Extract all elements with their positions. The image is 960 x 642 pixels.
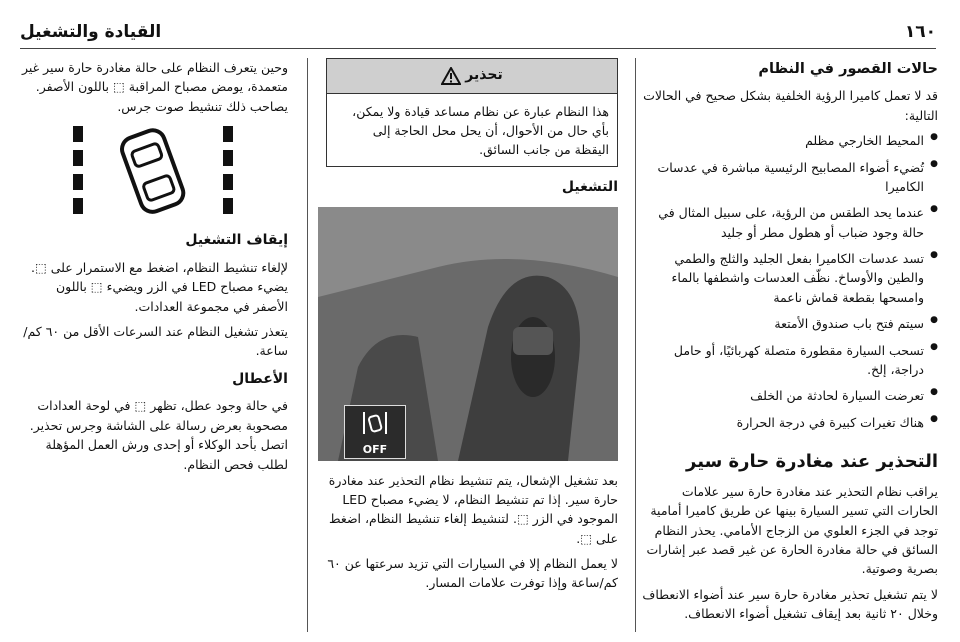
list-item: ● تسد عدسات الكاميرا بفعل الجليد والثلج والطمي والطين والأوساخ. نظّف العدسات واشطفها بالماء وامسحها بقطعة قماش ناعمة <box>642 249 938 307</box>
off-label: OFF <box>362 442 388 456</box>
page-title: القيادة والتشغيل <box>20 22 162 42</box>
list-item: ● تُضيء أضواء المصابيح الرئيسية مباشرة في عدسات الكاميرا <box>642 158 938 197</box>
lane-off-button-inset <box>344 405 406 459</box>
limits-intro: قد لا تعمل كاميرا الرؤية الخلفية بشكل صحيح في الحالات التالية: <box>643 88 938 123</box>
lane-departure-para2: لا يتم تشغيل تحذير مغادرة حارة سير عند أضواء الانعطاف وخلال ٢٠ ثانية بعد إيقاف تشغيل أضواء الانعطاف. <box>642 586 938 622</box>
list-item: ● تسحب السيارة مقطورة متصلة كهربائيًا، أو حامل دراجة، إلخ. <box>642 341 938 380</box>
list-item: ● سيتم فتح باب صندوق الأمتعة <box>642 314 938 333</box>
speed-limit-para: يتعذر تشغيل النظام عند السرعات الأقل من ٦٠ كم/ساعة. <box>23 323 288 359</box>
column-left <box>18 58 300 632</box>
switch-off-para: لإلغاء تنشيط النظام، اضغط مع الاستمرار على ⬚. يضيء مصباح LED في الزر ويضيء ⬚ باللون الأصفر في مجموعة العدادات. <box>30 259 288 314</box>
list-item: ● المحيط الخارجي مظلم <box>642 131 938 150</box>
warning-label: تحذير <box>465 67 503 83</box>
list-item: ● تعرضت السيارة لحادثة من الخلف <box>642 386 938 405</box>
column-divider <box>307 58 308 632</box>
warning-body: هذا النظام عبارة عن نظام مساعد قيادة ولا يمكن، بأي حال من الأحوال، أن يحل محل الحاجة إلى اليقظة من جانب السائق. <box>352 103 609 158</box>
lane-departure-warning-icon <box>53 122 253 218</box>
section-heading-lane-departure: التحذير عند مغادرة حارة سير <box>686 451 938 473</box>
operation-para1: بعد تشغيل الإشعال، يتم تنشيط نظام التحذير عند مغادرة حارة سير. إذا تم تنشيط النظام، لا يضيء مصباح LED الموجود في الزر ⬚. لتنشيط إلغاء تنشيط النظام، اضغط على ⬚. <box>328 472 618 546</box>
section-heading-switch-off: إيقاف التشغيل <box>185 232 288 249</box>
warning-triangle-icon <box>441 67 461 85</box>
section-heading-limits: حالات القصور في النظام <box>758 61 938 77</box>
column-divider <box>635 58 636 632</box>
section-heading-faults: الأعطال <box>232 370 288 387</box>
warning-header <box>327 59 617 94</box>
page-number: ١٦٠ <box>904 22 936 42</box>
list-item: ● هناك تغيرات كبيرة في درجة الحرارة <box>642 413 938 432</box>
section-heading-operation: التشغيل <box>561 178 618 195</box>
column-right <box>642 58 938 632</box>
center-console-photo <box>318 207 618 461</box>
detection-para: وحين يتعرف النظام على حالة مغادرة حارة سير غير متعمدة، يومض مصباح المراقبة ⬚ باللون الأصفر. يصاحب ذلك تنشيط صوت جرس. <box>21 60 288 114</box>
limits-list <box>642 131 938 432</box>
column-middle <box>326 58 630 632</box>
warning-box <box>326 58 618 167</box>
list-item: ● عندما يحد الطقس من الرؤية، على سبيل المثال في حالة وجود ضباب أو هطول مطر أو جليد <box>642 203 938 242</box>
page-header <box>20 10 936 49</box>
lane-departure-para1: يراقب نظام التحذير عند مغادرة حارة سير علامات الحارات التي تسير السيارة بينها عن طريق كاميرا أمامية توجد في الجزء العلوي من الزجاج الأمامي. يحذر النظام السائق في حالة مغادرة الحارة عن غير قصد عبر إشارات بصرية وصوتية. <box>646 483 938 577</box>
faults-para: في حالة وجود عطل، تظهر ⬚ في لوحة العدادات مصحوبة بعرض رسالة على الشاشة وجرس تحذير. اتصل بأحد الوكلاء أو إحدى ورش العمل المؤهلة لطلب فحص النظام. <box>29 398 288 472</box>
operation-para2: لا يعمل النظام إلا في السيارات التي تزيد سرعتها عن ٦٠ كم/ساعة وإذا توفرت علامات المسار. <box>327 556 618 591</box>
lane-departure-icon <box>360 410 390 436</box>
